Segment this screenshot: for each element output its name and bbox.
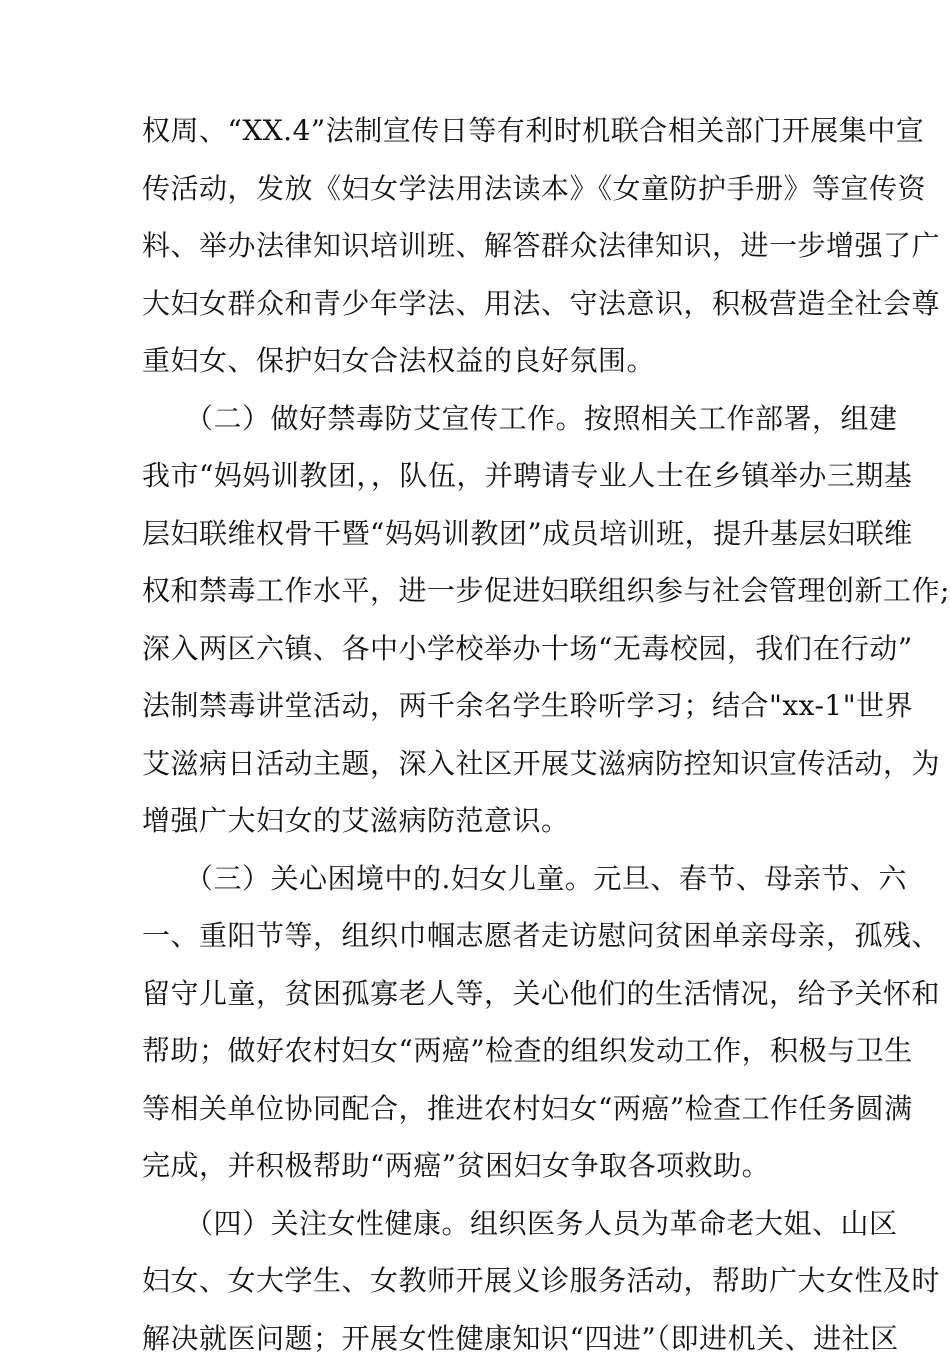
text-line: 料、举办法律知识培训班、解答群众法律知识，进一步增强了广 bbox=[142, 217, 788, 275]
text-line: 权周、“XX.4”法制宣传日等有利时机联合相关部门开展集中宣 bbox=[142, 102, 788, 160]
text-line: 帮助；做好农村妇女“两癌”检查的组织发动工作，积极与卫生 bbox=[142, 1022, 788, 1080]
text-line: （三）关心困境中的.妇女儿童。元旦、春节、母亲节、六 bbox=[142, 850, 788, 908]
text-line: 留守儿童，贫困孤寡老人等，关心他们的生活情况，给予关怀和 bbox=[142, 965, 788, 1023]
text-line: 一、重阳节等，组织巾帼志愿者走访慰问贫困单亲母亲，孤残、 bbox=[142, 907, 788, 965]
text-line: 权和禁毒工作水平，进一步促进妇联组织参与社会管理创新工作; bbox=[142, 562, 788, 620]
text-line: （四）关注女性健康。组织医务人员为革命老大姐、山区 bbox=[142, 1195, 788, 1253]
document-body bbox=[142, 102, 788, 1367]
text-line: 法制禁毒讲堂活动，两千余名学生聆听学习；结合"xx-1"世界 bbox=[142, 677, 788, 735]
text-line: 大妇女群众和青少年学法、用法、守法意识，积极营造全社会尊 bbox=[142, 275, 788, 333]
text-line: 重妇女、保护妇女合法权益的良好氛围。 bbox=[142, 332, 788, 390]
text-line: 层妇联维权骨干暨“妈妈训教团”成员培训班，提升基层妇联维 bbox=[142, 505, 788, 563]
text-line: 解决就医问题；开展女性健康知识“四进”（即进机关、进社区 bbox=[142, 1310, 788, 1367]
text-line: 完成，并积极帮助“两癌”贫困妇女争取各项救助。 bbox=[142, 1137, 788, 1195]
text-line: 艾滋病日活动主题，深入社区开展艾滋病防控知识宣传活动，为 bbox=[142, 735, 788, 793]
text-line: 传活动，发放《妇女学法用法读本》《女童防护手册》等宣传资 bbox=[142, 160, 788, 218]
text-line: （二）做好禁毒防艾宣传工作。按照相关工作部署，组建 bbox=[142, 390, 788, 448]
text-line: 深入两区六镇、各中小学校举办十场“无毒校园，我们在行动” bbox=[142, 620, 788, 678]
text-line: 等相关单位协同配合，推进农村妇女“两癌”检查工作任务圆满 bbox=[142, 1080, 788, 1138]
text-line: 妇女、女大学生、女教师开展义诊服务活动，帮助广大女性及时 bbox=[142, 1252, 788, 1310]
text-line: 我市“妈妈训教团，，队伍，并聘请专业人士在乡镇举办三期基 bbox=[142, 447, 788, 505]
text-line: 增强广大妇女的艾滋病防范意识。 bbox=[142, 792, 788, 850]
